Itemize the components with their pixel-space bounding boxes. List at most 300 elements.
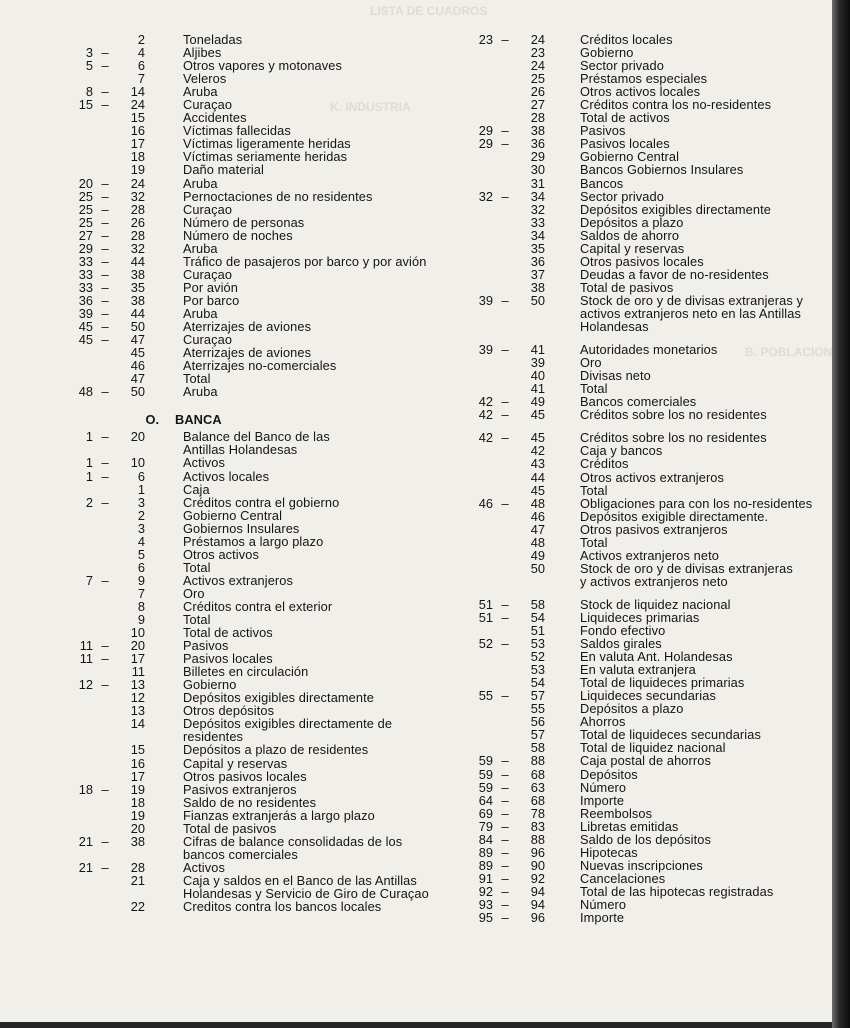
range-end: 9 [137, 612, 145, 628]
entry-label: Fondo efectivo [580, 623, 666, 639]
entry-label: Otros activos [183, 546, 259, 562]
range-separator [93, 150, 117, 163]
range-separator [493, 85, 517, 98]
range-end: 15 [130, 742, 145, 758]
range-start [455, 663, 493, 676]
range-end: 37 [530, 266, 545, 282]
entry-label: Depósitos exigible directamente. [580, 508, 769, 524]
range-end: 26 [130, 214, 145, 230]
entry-label: Hipotecas [580, 844, 638, 860]
entry-label: Tráfico de pasajeros por barco y por avión [183, 253, 427, 269]
index-row [55, 456, 455, 469]
range-separator: – [101, 455, 109, 471]
range-end: 3 [137, 520, 145, 536]
range-start: 32 [478, 188, 493, 204]
index-row [455, 242, 827, 255]
range-start: 42 [478, 430, 493, 446]
entry-label: Oro [183, 585, 205, 601]
section-title: BANCA [175, 412, 222, 428]
range-end: 24 [130, 97, 145, 113]
range-end: 28 [130, 859, 145, 875]
range-separator: – [101, 638, 109, 654]
entry-label: Nuevas inscripciones [580, 857, 703, 873]
range-end: 39 [530, 355, 545, 371]
range-start [55, 535, 93, 548]
range-separator: – [501, 857, 509, 873]
range-end: 14 [130, 716, 145, 732]
range-separator [493, 307, 517, 320]
entry-label: Aljibes [183, 45, 222, 61]
range-start [455, 728, 493, 741]
range-start: 25 [78, 214, 93, 230]
range-start [455, 523, 493, 536]
index-row [55, 470, 455, 483]
entry-label: activos extranjeros neto en las Antillas [580, 305, 801, 321]
range-end: 24 [130, 175, 145, 191]
index-row [55, 900, 455, 913]
range-end: 38 [530, 123, 545, 139]
range-start [55, 124, 93, 137]
range-end: 28 [130, 227, 145, 243]
index-row [455, 163, 827, 176]
range-separator [493, 229, 517, 242]
entry-label: Depósitos a plazo [580, 701, 684, 717]
index-row [455, 598, 827, 611]
range-start: 51 [478, 609, 493, 625]
range-end: 2 [137, 507, 145, 523]
range-end: 44 [130, 305, 145, 321]
range-end: 53 [530, 636, 545, 652]
range-start: 52 [478, 636, 493, 652]
entry-label: Curaçao [183, 97, 233, 113]
range-end: 38 [130, 266, 145, 282]
range-start: 11 [79, 638, 93, 654]
index-row [55, 372, 455, 385]
entry-label: Activos locales [183, 468, 270, 484]
range-separator [93, 796, 117, 809]
range-end: 68 [530, 766, 545, 782]
range-start: 89 [478, 857, 493, 873]
index-row [455, 549, 827, 562]
range-start: 48 [78, 384, 93, 400]
entry-label: Créditos locales [580, 32, 673, 47]
range-start: 1 [85, 468, 93, 484]
range-start [455, 216, 493, 229]
range-start [455, 98, 493, 111]
index-row [55, 496, 455, 509]
entry-label: Depósitos [580, 766, 638, 782]
range-separator: – [501, 753, 509, 769]
range-start [55, 887, 93, 900]
entry-label: Aterrizajes de aviones [183, 319, 312, 335]
range-separator: – [501, 188, 509, 204]
range-start: 51 [478, 596, 493, 612]
range-start: 21 [78, 859, 93, 875]
entry-label: Aruba [183, 384, 218, 400]
range-separator [493, 510, 517, 523]
index-row [55, 783, 455, 796]
range-separator [93, 561, 117, 574]
range-end: 11 [131, 664, 145, 680]
range-start [55, 900, 93, 913]
index-row [455, 911, 827, 924]
range-separator [493, 663, 517, 676]
range-separator: – [501, 805, 509, 821]
entry-label: Curaçao [183, 332, 233, 348]
range-end: 35 [130, 279, 145, 295]
entry-label: Total de liquideces primarias [580, 675, 745, 691]
range-end: 13 [130, 703, 145, 719]
range-separator: – [101, 84, 109, 100]
range-separator [493, 177, 517, 190]
entry-label: Por barco [183, 292, 240, 308]
range-start [55, 743, 93, 756]
index-row [55, 163, 455, 176]
entry-label: Saldos girales [580, 636, 662, 652]
range-end: 52 [530, 649, 545, 665]
range-end: 13 [130, 677, 145, 693]
entry-label: Liquideces secundarias [580, 688, 716, 704]
entry-label: Número [580, 897, 627, 912]
entry-label: Holandesas [580, 319, 649, 335]
range-start [455, 177, 493, 190]
range-start [55, 561, 93, 574]
range-start [55, 704, 93, 717]
entry-label: Activos [183, 859, 225, 875]
entry-label: Aterrizajes de aviones [183, 345, 312, 361]
range-end: 45 [530, 407, 545, 423]
index-row [455, 833, 827, 846]
range-separator [493, 715, 517, 728]
entry-label: bancos comerciales [183, 846, 298, 862]
range-start [55, 757, 93, 770]
range-separator [93, 887, 117, 900]
entry-label: Total de liquideces secundarias [580, 727, 761, 743]
range-end: 9 [137, 572, 145, 588]
range-separator [493, 203, 517, 216]
range-end: 6 [137, 58, 145, 74]
range-separator [493, 216, 517, 229]
range-separator: – [101, 58, 109, 74]
entry-label: Víctimas ligeramente heridas [183, 136, 351, 152]
index-row [55, 848, 455, 861]
entry-label: Gobierno [580, 45, 634, 61]
range-separator: – [101, 332, 109, 348]
index-row [455, 536, 827, 549]
range-start: 25 [78, 188, 93, 204]
index-row [455, 898, 827, 911]
range-separator: – [501, 792, 509, 808]
range-separator: – [501, 870, 509, 886]
index-row [455, 885, 827, 898]
range-separator [93, 111, 117, 124]
range-end: 25 [530, 71, 545, 87]
range-separator [493, 46, 517, 59]
entry-label: Pernoctaciones de no residentes [183, 188, 373, 204]
range-separator [493, 59, 517, 72]
range-separator: – [101, 292, 109, 308]
range-end: 35 [530, 240, 545, 256]
page-bottom-edge [0, 1022, 832, 1028]
range-end: 17 [130, 651, 145, 667]
range-start [455, 356, 493, 369]
entry-label: Libretas emitidas [580, 818, 679, 834]
index-row [55, 98, 455, 111]
range-start: 42 [478, 407, 493, 423]
index-row [455, 281, 827, 294]
entry-label: Total [580, 482, 608, 498]
entry-label: Activos extranjeros [183, 572, 294, 588]
range-start [455, 72, 493, 85]
range-separator [493, 549, 517, 562]
index-row [55, 522, 455, 535]
entry-label: Saldo de los depósitos [580, 831, 711, 847]
entry-label: Pasivos locales [580, 136, 670, 152]
range-start [55, 522, 93, 535]
range-separator: – [101, 253, 109, 269]
range-start: 7 [85, 572, 93, 588]
range-separator: – [501, 292, 509, 308]
range-separator: – [501, 136, 509, 152]
range-separator: – [101, 188, 109, 204]
range-start [55, 111, 93, 124]
entry-label: Antillas Holandesas [183, 442, 298, 458]
range-end: 45 [530, 482, 545, 498]
entry-label: Por avión [183, 279, 238, 295]
entry-label: Otros pasivos extranjeros [580, 521, 728, 537]
range-start: 69 [478, 805, 493, 821]
range-end: 4 [137, 45, 145, 61]
index-row [55, 509, 455, 522]
entry-label: Oro [580, 355, 602, 371]
range-start: 45 [78, 319, 93, 335]
range-separator [93, 346, 117, 359]
index-row [55, 626, 455, 639]
entry-label: Bancos comerciales [580, 394, 697, 410]
range-start: 59 [478, 766, 493, 782]
index-row [55, 717, 455, 730]
entry-label: Caja y bancos [580, 443, 663, 459]
range-separator [493, 523, 517, 536]
range-end: 3 [137, 494, 145, 510]
range-start: 12 [78, 677, 93, 693]
range-start [55, 587, 93, 600]
range-separator [93, 691, 117, 704]
range-start [455, 702, 493, 715]
entry-label: Total de las hipotecas registradas [580, 883, 774, 899]
range-separator [493, 702, 517, 715]
range-start [455, 203, 493, 216]
range-end: 88 [530, 753, 545, 769]
range-start [55, 796, 93, 809]
index-row [55, 85, 455, 98]
range-separator: – [101, 677, 109, 693]
range-end: 15 [130, 110, 145, 126]
range-start: 36 [78, 292, 93, 308]
range-separator: – [101, 429, 109, 445]
range-end: 28 [530, 110, 545, 126]
entry-label: Total de activos [580, 110, 670, 126]
range-separator [493, 484, 517, 497]
entry-label: Deudas a favor de no-residentes [580, 266, 769, 282]
range-end: 21 [130, 872, 145, 888]
index-row [455, 457, 827, 470]
entry-label: Sector privado [580, 58, 664, 74]
index-row [455, 33, 827, 46]
entry-label: Gobierno Central [183, 507, 283, 523]
index-row [55, 229, 455, 242]
index-row [455, 408, 827, 421]
range-start: 42 [478, 394, 493, 410]
range-separator: – [101, 266, 109, 282]
range-separator [493, 242, 517, 255]
range-start [55, 848, 93, 861]
range-end: 55 [530, 701, 545, 717]
range-start [55, 600, 93, 613]
range-end: 50 [130, 319, 145, 335]
range-separator [93, 717, 117, 730]
entry-label: Bancos Gobiernos Insulares [580, 162, 744, 178]
entry-label: Caja [183, 481, 210, 497]
entry-label: Reembolsos [580, 805, 653, 821]
range-start [455, 59, 493, 72]
entry-label: Holandesas y Servicio de Giro de Curaçao [183, 886, 429, 901]
range-separator: – [101, 781, 109, 797]
range-start [55, 613, 93, 626]
range-separator [493, 650, 517, 663]
entry-label: Daño material [183, 162, 264, 178]
entry-label: Importe [580, 910, 625, 926]
entry-label: Pasivos extranjeros [183, 781, 297, 797]
range-end: 53 [530, 662, 545, 678]
entry-label: Curaçao [183, 201, 233, 217]
entry-label: Otros activos extranjeros [580, 469, 725, 485]
entry-label: Balance del Banco de las [183, 429, 330, 445]
range-end: 20 [130, 429, 145, 445]
entry-label: Otros activos locales [580, 84, 701, 100]
range-start [55, 691, 93, 704]
entry-label: Cancelaciones [580, 870, 666, 886]
range-end: 7 [137, 585, 145, 601]
index-row [455, 702, 827, 715]
range-end: 17 [130, 768, 145, 784]
range-start: 84 [478, 831, 493, 847]
entry-label: Depósitos a plazo de residentes [183, 742, 369, 758]
range-separator: – [101, 175, 109, 191]
range-end: 18 [130, 794, 145, 810]
range-end: 43 [530, 456, 545, 472]
index-row [455, 369, 827, 382]
index-row [55, 835, 455, 848]
range-separator: – [501, 430, 509, 446]
index-row [55, 743, 455, 756]
index-row [455, 872, 827, 885]
index-row [55, 385, 455, 398]
entry-label: Divisas neto [580, 368, 651, 384]
range-end: 88 [530, 831, 545, 847]
index-row [455, 268, 827, 281]
range-separator [93, 587, 117, 600]
range-start [455, 229, 493, 242]
entry-label: Total [183, 612, 211, 628]
index-row [455, 562, 827, 575]
index-row [455, 807, 827, 820]
range-separator: – [501, 831, 509, 847]
entry-label: Sector privado [580, 188, 664, 204]
entry-label: Otros pasivos locales [580, 253, 704, 269]
range-start [55, 163, 93, 176]
range-end: 47 [130, 332, 145, 348]
range-separator [493, 575, 517, 588]
index-row [455, 820, 827, 833]
entry-label: Víctimas fallecidas [183, 123, 291, 139]
index-row [55, 757, 455, 770]
entry-label: Capital y reservas [183, 755, 288, 771]
entry-label: Aruba [183, 84, 218, 100]
index-row [55, 600, 455, 613]
range-end: 14 [130, 84, 145, 100]
entry-label: Depósitos exigibles directamente [183, 690, 374, 706]
range-start: 39 [78, 305, 93, 321]
range-end: 49 [530, 394, 545, 410]
range-end: 47 [530, 521, 545, 537]
section-heading [55, 413, 455, 426]
range-separator [493, 471, 517, 484]
range-end: 20 [130, 820, 145, 836]
index-row [55, 548, 455, 561]
range-separator: – [501, 407, 509, 423]
range-start [55, 770, 93, 783]
range-end: 94 [530, 897, 545, 912]
range-end: 36 [530, 253, 545, 269]
range-start [455, 307, 493, 320]
index-row [455, 484, 827, 497]
range-end: 19 [130, 162, 145, 178]
entry-label: y activos extranjeros neto [580, 573, 728, 589]
entry-label: Fianzas extranjerás a largo plazo [183, 807, 375, 823]
range-start [455, 457, 493, 470]
index-row [455, 794, 827, 807]
range-end: 57 [530, 727, 545, 743]
range-end: 17 [130, 136, 145, 152]
range-start: 8 [85, 84, 93, 100]
range-separator: – [501, 394, 509, 410]
range-separator [493, 255, 517, 268]
index-row [55, 281, 455, 294]
range-end [117, 848, 145, 861]
range-separator [93, 509, 117, 522]
range-separator: – [101, 494, 109, 510]
entry-label: Saldo de no residentes [183, 794, 317, 810]
index-row [55, 443, 455, 456]
range-separator: – [101, 384, 109, 400]
range-end [517, 575, 545, 588]
range-separator: – [501, 766, 509, 782]
range-end: 58 [530, 596, 545, 612]
range-end: 44 [530, 469, 545, 485]
range-end: 27 [530, 97, 545, 113]
range-start [455, 575, 493, 588]
range-end: 50 [130, 384, 145, 400]
entry-label: Depósitos a plazo [580, 214, 684, 230]
range-start: 95 [478, 910, 493, 926]
range-end: 6 [137, 559, 145, 575]
range-end: 4 [137, 533, 145, 549]
entry-label: Accidentes [183, 110, 247, 126]
index-row [55, 203, 455, 216]
index-row [455, 444, 827, 457]
entry-label: Total de pasivos [183, 820, 277, 836]
